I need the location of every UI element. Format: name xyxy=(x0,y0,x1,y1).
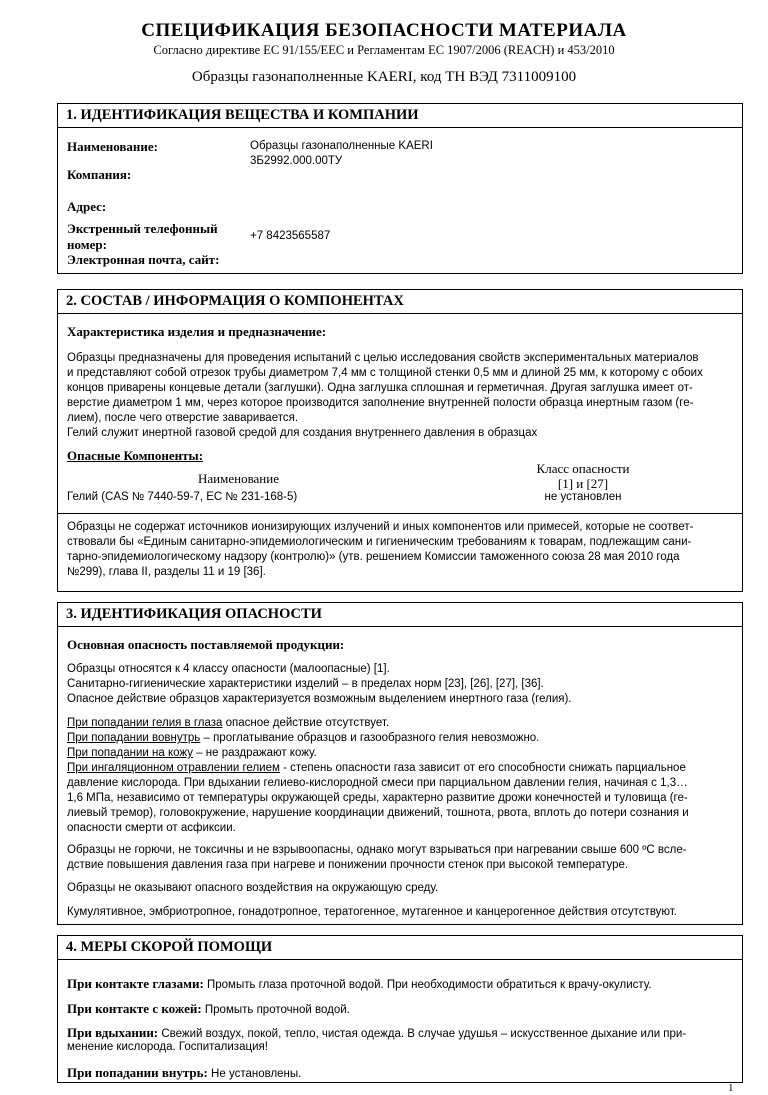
first-aid-inhalation-label: При вдыхании: xyxy=(67,1025,159,1040)
sanitary-line: Санитарно-гигиенические характеристики изделий – в пределах норм [23], [26], [27], [36]. xyxy=(67,678,544,690)
name-value: Образцы газонаполненные KAERI xyxy=(250,140,433,152)
note-line-4: №299), глава II, разделы 11 и 19 [36]. xyxy=(67,566,266,578)
first-aid-inhalation-text: Свежий воздух, покой, тепло, чистая одежда. В случае удушья – искусственное дыхание или при- xyxy=(158,1028,687,1040)
inhalation-line-5: опасности смерти от асфиксии. xyxy=(67,822,236,834)
eyes-exposure-text: опасное действие отсутствует. xyxy=(222,717,390,729)
email-label: Электронная почта, сайт: xyxy=(67,252,220,267)
note-line-3: тарно-эпидемиологическому надзору (контролю)» (утв. решением Комиссии таможенного союза 28 мая 2010 года xyxy=(67,551,680,563)
ingestion-label: При попадании вовнутрь xyxy=(67,732,201,744)
inhalation-line xyxy=(67,761,686,776)
main-hazard-heading: Основная опасность поставляемой продукции: xyxy=(67,637,345,652)
inhalation-line-4: лиевый тремор), головокружение, нарушение координации движений, тошнота, рвота, вплоть до потери сознания и xyxy=(67,807,689,819)
first-aid-eyes xyxy=(67,976,652,993)
first-aid-skin-label: При контакте с кожей: xyxy=(67,1001,202,1016)
inhalation-line-2: давление кислорода. При вдыхании гелиево-кислородной смеси при парциальном давлении гелия, начиная с 1,3… xyxy=(67,777,688,789)
desc-line-5: лием), после чего отверстие заваривается. xyxy=(67,412,299,424)
desc-line-3: концов приварены концевые детали (заглушки). Одна заглушка сплошная и герметичная. Другая заглушка имеет от- xyxy=(67,382,693,394)
fire-line-2: дствие повышения давления газа при нагреве и понижении прочности стенок при высокой температуре. xyxy=(67,859,629,871)
section-2-header: 2. СОСТАВ / ИНФОРМАЦИЯ О КОМПОНЕНТАХ xyxy=(57,289,743,314)
eyes-exposure-line xyxy=(67,716,389,731)
skin-label: При попадании на кожу xyxy=(67,747,193,759)
first-aid-eyes-text: Промыть глаза проточной водой. При необходимости обратиться к врачу-окулисту. xyxy=(203,979,652,991)
first-aid-skin-text: Промыть проточной водой. xyxy=(201,1004,350,1016)
desc-line-2: и представляют собой отрезок трубы диаметром 7,4 мм с толщиной стенки 0,5 мм и длиной 25 мм, к которому с обоих xyxy=(67,367,703,379)
first-aid-inhalation-cont: менение кислорода. Госпитализация! xyxy=(67,1041,268,1053)
skin-text: – не раздражают кожу. xyxy=(192,747,317,759)
ingestion-text: – проглатывание образцов и газообразного гелия невозможно. xyxy=(200,732,540,744)
section-1-header: 1. ИДЕНТИФИКАЦИЯ ВЕЩЕСТВА И КОМПАНИИ xyxy=(57,103,743,128)
eyes-exposure-label: При попадании гелия в глаза xyxy=(67,717,223,729)
first-aid-ingestion-label: При попадании внутрь: xyxy=(67,1065,208,1080)
inhalation-label: При ингаляционном отравлении гелием xyxy=(67,762,280,774)
col-name-header: Наименование xyxy=(198,471,279,486)
desc-line-6: Гелий служит инертной газовой средой для создания внутреннего давления в образцах xyxy=(67,427,538,439)
spec-code-value: 3Б2992.000.00ТУ xyxy=(250,155,343,167)
environment-line: Образцы не оказывают опасного воздействия на окружающую среду. xyxy=(67,882,439,894)
col-class-header: Класс опасности xyxy=(536,461,630,476)
phone-value: +7 8423565587 xyxy=(250,230,331,242)
col-class-refs: [1] и [27] xyxy=(557,476,609,491)
address-label: Адрес: xyxy=(67,199,107,214)
document-title: СПЕЦИФИКАЦИЯ БЕЗОПАСНОСТИ МАТЕРИАЛА xyxy=(141,20,627,41)
components-heading: Опасные Компоненты: xyxy=(67,448,204,463)
page-number: 1 xyxy=(728,1082,734,1094)
cumulative-line: Кумулятивное, эмбриотропное, гонадотропное, тератогенное, мутагенное и канцерогенное действия отсутствуют. xyxy=(67,906,677,918)
section-4-header: 4. МЕРЫ СКОРОЙ ПОМОЩИ xyxy=(57,935,743,960)
characteristic-heading: Характеристика изделия и предназначение: xyxy=(67,324,327,339)
section-2-divider xyxy=(57,513,743,514)
skin-line xyxy=(67,746,317,761)
desc-line-1: Образцы предназначены для проведения испытаний с целью исследования свойств экспериментальных материалов xyxy=(67,352,699,364)
note-line-1: Образцы не содержат источников ионизирующих излучений и иных компонентов или примесей, которые не соответ- xyxy=(67,521,694,533)
first-aid-ingestion xyxy=(67,1065,301,1082)
section-3-header: 3. ИДЕНТИФИКАЦИЯ ОПАСНОСТИ xyxy=(57,602,743,627)
phone-label: Экстренный телефонный xyxy=(67,221,218,236)
inhalation-line-3: 1,6 МПа, независимо от температуры окружающей среды, характерно развитие дрожи конечностей и туловища (ге- xyxy=(67,792,688,804)
document-subtitle: Согласно директиве ЕС 91/155/ЕЕС и Регламентам ЕС 1907/2006 (REACH) и 453/2010 xyxy=(153,43,615,57)
product-line: Образцы газонаполненные KAERI, код ТН ВЭД 7311009100 xyxy=(191,69,577,85)
fire-line-1: Образцы не горючи, не токсичны и не взрывоопасны, однако могут взрываться при нагревании свыше 600 ºС всле- xyxy=(67,844,687,856)
company-label: Компания: xyxy=(67,167,132,182)
hazard-class-line: Образцы относятся к 4 классу опасности (малоопасные) [1]. xyxy=(67,663,390,675)
component-helium: Гелий (CAS № 7440-59-7, EC № 231-168-5) xyxy=(67,491,298,503)
phone-label-cont: номер: xyxy=(67,237,107,252)
first-aid-eyes-label: При контакте глазами: xyxy=(67,976,204,991)
component-helium-class: не установлен xyxy=(544,491,622,503)
note-line-2: ствовали бы «Единым санитарно-эпидемиологическим и гигиеническим требованиям к товарам, подлежащим сани- xyxy=(67,536,692,548)
hazard-action-line: Опасное действие образцов характеризуется возможным выделением инертного газа (гелия). xyxy=(67,693,572,705)
inhalation-text: - степень опасности газа зависит от его способности снижать парциальное xyxy=(279,762,686,774)
desc-line-4: верстие диаметром 1 мм, через которое производится заполнение внутренней полости образца инертным газом (ге- xyxy=(67,397,694,409)
first-aid-ingestion-text: Не установлены. xyxy=(207,1068,302,1080)
ingestion-line xyxy=(67,731,539,746)
name-label: Наименование: xyxy=(67,139,158,154)
first-aid-skin xyxy=(67,1001,350,1018)
